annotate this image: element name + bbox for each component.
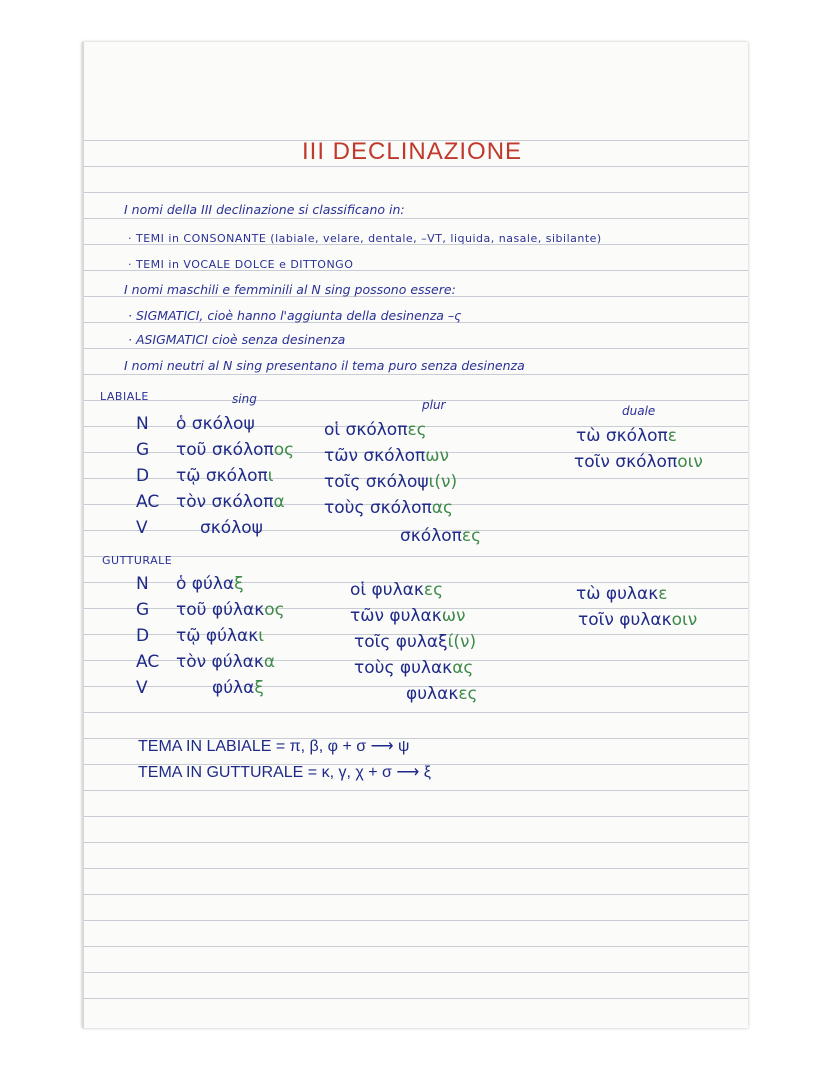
table-cell-plur [350,580,443,600]
table-cell-plur [324,498,453,518]
plur-ending: ων [441,606,466,626]
intro-line-7: I nomi neutri al N sing presentano il tema puro senza desinenza [124,358,525,373]
case-label: AC [136,492,160,512]
dual-form: τοῖν σκόλοπ [574,452,678,472]
plur-form: τῶν σκόλοπ [324,446,426,466]
sing-ending: ξ [234,574,244,594]
sing-form: τὸν φύλακ [176,652,264,672]
table-cell-plur [324,420,427,440]
dual-form: τὼ φυλακ [576,584,659,604]
case-label: D [136,466,150,486]
table-row [136,414,255,434]
sing-form: τοῦ φύλακ [176,600,265,620]
table-row [136,518,263,538]
table-row [136,652,275,672]
plur-ending: ας [452,658,474,678]
table-row [136,492,285,512]
table-cell-dual [578,610,697,630]
sing-form: τὸν σκόλοπ [176,492,274,512]
ruled-line [84,712,748,713]
table-cell-plur [350,606,465,626]
table-cell-dual [576,426,677,446]
sing-ending: ξ [254,678,264,698]
table-row [136,600,285,620]
plur-form: φυλακ [406,684,459,704]
ruled-line [84,842,748,843]
table-row [136,678,264,698]
dual-ending: ε [667,426,677,446]
notebook-page [82,42,748,1028]
plur-ending: ων [425,446,449,466]
ruled-line [84,998,748,999]
intro-line-5: · SIGMATICI, cioè hanno l'aggiunta della desinenza –ς [128,308,462,323]
ruled-line [84,868,748,869]
sing-ending: ι [267,466,274,486]
case-label: G [136,600,150,620]
case-label: G [136,440,150,460]
labiale-heading: LABIALE [100,390,149,403]
ruled-line [84,374,748,375]
sing-form: τῷ φύλακ [176,626,259,646]
intro-line-3: · TEMI in VOCALE DOLCE e DITTONGO [128,258,354,271]
ruled-line [84,348,748,349]
case-label: D [136,626,150,646]
intro-line-2: · TEMI in CONSONANTE (labiale, velare, dentale, –VT, liquida, nasale, sibilante) [128,232,602,245]
sing-ending: α [273,492,285,512]
table-cell-plur [400,526,481,546]
plur-form: σκόλοπ [400,526,462,546]
col-sing-label: sing [232,392,257,406]
sing-ending: α [263,652,276,672]
dual-ending: οιν [677,452,703,472]
table-row [136,466,274,486]
plur-form: τοὺς σκόλοπ [324,498,432,518]
dual-ending: ε [658,584,668,604]
table-row [136,440,294,460]
plur-form: τῶν φυλακ [350,606,442,626]
table-cell-plur [354,632,476,652]
ruled-line [84,972,748,973]
sing-form: τοῦ σκόλοπ [176,440,274,460]
table-cell-plur [406,684,478,704]
ruled-line [84,218,748,219]
ruled-line [84,192,748,193]
plur-ending: ες [423,580,444,600]
sing-ending: ος [264,600,285,620]
case-label: V [136,678,148,698]
plur-ending: ί(ν) [447,632,477,652]
table-row [136,626,264,646]
summary-labiale: TEMA IN LABIALE = π, β, φ + σ ⟶ ψ [138,738,410,755]
ruled-line [84,920,748,921]
ruled-line [84,816,748,817]
dual-ending: οιν [671,610,698,630]
sing-form: ὁ φύλα [176,574,235,594]
plur-form: τοῖς σκόλοψ [324,472,429,492]
table-cell-dual [574,452,703,472]
plur-ending: ες [407,420,427,440]
summary-gutturale: TEMA IN GUTTURALE = κ, γ, χ + σ ⟶ ξ [138,764,431,781]
col-duale-label: duale [622,404,656,418]
ruled-line [84,556,748,557]
plur-ending: ι(ν) [428,472,458,492]
table-row [136,574,244,594]
sing-form: φύλα [212,678,255,698]
col-plur-label: plur [422,398,446,412]
dual-form: τὼ σκόλοπ [576,426,668,446]
plur-form: τοῖς φυλαξ [354,632,448,652]
intro-line-6: · ASIGMATICI cioè senza desinenza [128,332,346,347]
case-label: N [136,574,149,594]
case-label: N [136,414,149,434]
sing-form: τῷ σκόλοπ [176,466,268,486]
ruled-line [84,946,748,947]
ruled-line [84,166,748,167]
table-cell-plur [324,472,457,492]
gutturale-heading: GUTTURALE [102,554,173,567]
page-title: III DECLINAZIONE [302,138,523,165]
table-cell-plur [354,658,473,678]
plur-form: οἱ σκόλοπ [324,420,408,440]
intro-line-4: I nomi maschili e femminili al N sing possono essere: [124,282,456,297]
intro-line-1: I nomi della III declinazione si classificano in: [124,202,405,217]
case-label: AC [136,652,160,672]
dual-form: τοῖν φυλακ [578,610,672,630]
ruled-line [84,790,748,791]
plur-form: τοὺς φυλακ [354,658,453,678]
plur-form: οἱ φυλακ [350,580,424,600]
case-label: V [136,518,148,538]
table-cell-dual [576,584,667,604]
ruled-line [84,894,748,895]
plur-ending: ες [461,526,482,546]
ruled-line [84,400,748,401]
plur-ending: ας [431,498,453,518]
table-cell-plur [324,446,449,466]
sing-form: ὁ σκόλοψ [176,414,255,434]
plur-ending: ες [458,684,478,704]
sing-ending: ος [273,440,295,460]
sing-ending: ι [258,626,264,646]
sing-form: σκόλοψ [200,518,263,538]
